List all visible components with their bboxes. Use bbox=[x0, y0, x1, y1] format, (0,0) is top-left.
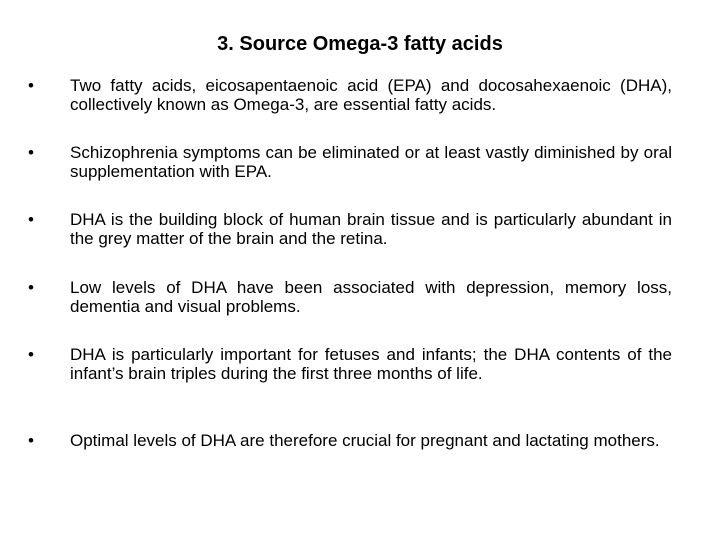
bullet-text: Two fatty acids, eicosapentaenoic acid (EPA) and docosahexaenoic (DHA), collectively known as Omega-3, are essential fatty acids. bbox=[70, 76, 672, 114]
bullet-text: DHA is particularly important for fetuses and infants; the DHA contents of the infant’s brain triples during the first three months of life. bbox=[70, 345, 672, 383]
bullet-point-icon: • bbox=[28, 345, 34, 364]
bullet-point-icon: • bbox=[28, 431, 34, 450]
bullet-point-icon: • bbox=[28, 278, 34, 297]
bullet-point-icon: • bbox=[28, 76, 34, 95]
bullet-text: DHA is the building block of human brain tissue and is particularly abundant in the grey matter of the brain and the retina. bbox=[70, 210, 672, 248]
slide-title: 3. Source Omega-3 fatty acids bbox=[217, 33, 503, 55]
bullet-text: Schizophrenia symptoms can be eliminated or at least vastly diminished by oral supplementation with EPA. bbox=[70, 143, 672, 181]
bullet-point-icon: • bbox=[28, 143, 34, 162]
bullet-text: Optimal levels of DHA are therefore crucial for pregnant and lactating mothers. bbox=[70, 431, 660, 450]
bullet-point-icon: • bbox=[28, 210, 34, 229]
bullet-text: Low levels of DHA have been associated with depression, memory loss, dementia and visual problems. bbox=[70, 278, 672, 316]
